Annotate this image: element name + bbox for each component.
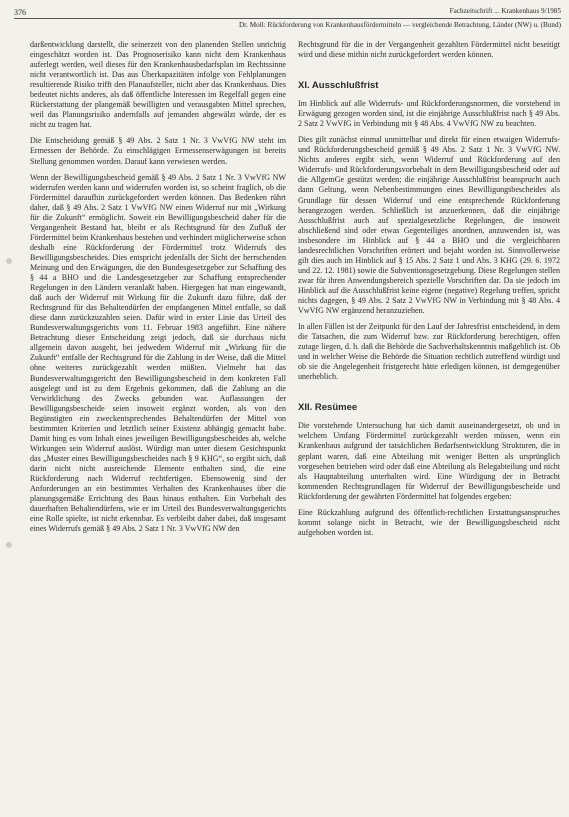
binding-hole-mark xyxy=(6,542,12,548)
left-column xyxy=(30,40,286,812)
binding-hole-mark xyxy=(6,258,12,264)
paragraph: Die Entscheidung gemäß § 49 Abs. 2 Satz 1 Nr. 3 VwVfG NW steht im Ermessen der Behörde. Zu einschlägigen Ermessenserwägungen ist bereits Stellung genommen worden. Darauf kann verwiesen werden. xyxy=(30,136,286,166)
paragraph: Die vorstehende Untersuchung hat sich damit auseinandergesetzt, ob und in welchem Umfang Fördermittel zurückgezahlt werden müssen, wenn ein Krankenhaus aufgrund der tatsächlichen Bedarfsentwicklung Strukturen, die in geplant waren, daß eine Abteilung mit weniger Betten als ursprünglich vorgesehen betrieben wird oder daß eine Abteilung als Belegabteilung und nicht als Hauptabteilung unterhalten wird. Eine Würdigung der in Betracht kommenden Rechtsgrundlagen für Widerruf der Bewilligungsbescheide und Rückforderung der gewährten Fördermittel hat folgendes ergeben: xyxy=(298,421,560,501)
paragraph: In allen Fällen ist der Zeitpunkt für den Lauf der Jahresfrist entscheidend, in dem die Tatsachen, die zum Widerruf bzw. zur Rückforderung berechtigen, offen zutage liegen, d. h. daß die Behörde die Sachverhaltskenntnis maßgeblich ist. Ob und in welcher Weise die Behörde die Situation rechtlich zutreffend würdigt und ob sie die Angelegenheit fristgerecht hätte erledigen können, ist demgegenüber unerheblich. xyxy=(298,322,560,382)
paragraph: Im Hinblick auf alle Widerrufs- und Rückforderungsnormen, die vorstehend in Erwägung gezogen worden sind, ist die einjährige Ausschlußfrist nach § 49 Abs. 2 Satz 2 VwVfG in Verbindung mit § 48 Abs. 4 VwVfG NW zu beachten. xyxy=(298,99,560,129)
page-header xyxy=(14,6,561,36)
paragraph: Eine Rückzahlung aufgrund des öffentlich-rechtlichen Erstattungsanspruches kommt solange nicht in Betracht, wie der Bewilligungsbescheid nicht aufgehoben worden ist. xyxy=(298,507,560,537)
header-rule xyxy=(14,18,561,19)
section-heading-xi: XI. Ausschlußfrist xyxy=(298,80,379,92)
paragraph: Wenn der Bewilligungsbescheid gemäß § 49 Abs. 2 Satz 1 Nr. 3 VwVfG NW widerrufen werden kann und widerrufen worden ist, so scheint fraglich, ob die Fördermittel daraufhin zurückgefordert werden können. Das Bedenken rührt daher, daß § 49 Abs. 2 Satz 1 VwVfG NW einen Widerruf nur mit „Wirkung für die Zukunft“ ermöglicht. Soweit ein Bewilligungsbescheid daher für die Vergangenheit Bestand hat, bleibt er als Rechtsgrund für den Zufluß der Fördermittel beim Krankenhaus bestehen und verhindert möglicherweise schon deshalb eine Rückforderung der Fördermittel trotz Widerrufs des Bewilligungsbescheides. Dies entspricht jedenfalls der Sicht der herrschenden Meinung und den Erwägungen, die den Bundesgesetzgeber zur Schaffung des § 44 a BHO und die Landesgesetzgeber zur Schaffung entsprechender Regelungen in den Ländern veranlaßt haben. Hiergegen hat man eingewandt, daß auch der Widerruf mit Wirkung für die Zukunft dazu führe, daß der Rechtsgrund für das Behaltendürfen der empfangenen Mittel entfalle, so daß diese dann zurückzuzahlen seien. Dafür wird in erster Linie das Urteil des Bundesverwaltungsgerichts vom 11. Februar 1983 angeführt. Eine nähere Betrachtung dieser Entscheidung zeigt jedoch, daß sie durchaus nicht allgemein davon ausgeht, bei jedwedem Widerruf mit „Wirkung für die Zukunft“ entfalle der Rechtsgrund für die Zahlung in der Weise, daß die Mittel ohne weiteres zurückgezahlt werden müßten. Vielmehr hat das Bundesverwaltungsgericht den Bewilligungsbescheid in dem konkreten Fall ausgelegt und ist zu dem Ergebnis gekommen, daß die Zahlung an die Verwirklichung des Zwecks gebunden war. Auflassungen der Bewilligungsbescheide seien insoweit ergänzt worden, als von den Begünstigten ein zweckentsprechendes Behaltendürfen der Mittel von bestimmten Kriterien und letztlich seiner Existenz abhängig gemacht habe. Damit hing es vom Inhalt eines jeweiligen Bewilligungsbescheides ab, welche Wirkungen sein Widerruf auslöst. Würdigt man unter diesem Gesichtspunkt das „Muster eines Bewilligungsbescheides nach § 9 KHG“, so ergibt sich, daß darin nicht nicht ausreichende Elemente enthalten sind, die eine Rückforderung nach Widerruf rechtfertigen. Ebensowenig sind der Anforderungen an ein bestimmtes Verhalten des Krankenhauses über die planungsgemäße Errichtung des Baus hinaus enthalten. Ein Vorbehalt des dauerhaften Behaltendürfens, wie er im Urteil des Bundesverwaltungsgerichts eine Rolle spielte, ist nicht erkennbar. Es verbleibt daher dabei, daß insgesamt eines Widerrufs gemäß § 49 Abs. 2 Satz 1 Nr. 3 VwVfG NW den xyxy=(30,172,286,534)
paragraph: Dies gilt zunächst einmal unmittelbar und direkt für einen etwaigen Widerrufs- und Rückforderungsbescheid gemäß § 49 Abs. 2 Satz 1 Nr. 3 VwVfG NW. Nichts anderes ergibt sich, wenn Widerruf und Rückforderung auf den Widerrufs- und Rückforderungsvorbehalt in dem Bewilligungsbescheid oder auf die AllgemGe gestützt werden; die einjährige Ausschlußfrist beansprucht auch dann Geltung, wenn Nebenbestimmungen eines Bewilligungsbescheides als Grundlage für dessen Widerruf und eine entsprechende Rückforderung herangezogen werden. Schließlich ist anzuerkennen, daß die einjährige Ausschlußfrist auch auf spezialgesetzliche Regelungen, die insoweit abschließend sind oder etwas Gegenteiliges anordnen, anzuwenden ist, was insbesondere im Hinblick auf § 44 a BHO und die vergleichbaren landesrechtlichen Vorschriften erörtert und bejaht worden ist. Sinnvollerweise gilt dies auch im Hinblick auf § 15 Abs. 2 Satz 1 und Abs. 3 KHG (29. 6. 1972 und 22. 12. 1981) sowie die Subventionsgesetzgebung. Diese Regelungen stellen zwar für ihren Anwendungsbereich spezielle Vorschriften dar. Da sie jedoch im Hinblick auf die Ausschlußfrist keine eigene (negative) Regelung treffen, spricht nichts dagegen, § 49 Abs. 2 Satz 2 VwVfG NW in Verbindung mit § 48 Abs. 4 VwVfG NW ergänzend heranzuziehen. xyxy=(298,135,560,316)
paragraph: darßentwicklung darstellt, die seinerzeit von den planenden Stellen unrichtig eingeschätzt worden ist. Das Prognoserisiko kann nicht dem Krankenhaus auferlegt werden, weil dieses für den Krankenhausbedarfsplan im Rechtssinne nicht verantwortlich ist. Das aus Überkapazitäten infolge von Fehlplanungen resultierende Risiko trifft den Planaufsteller, nicht aber das Krankenhaus. Dies bedeutet nichts anderes, als daß öffentliche Interessen im Regelfall gegen eine Rückerstattung der plangemäß bewilligten und verausgabten Mittel sprechen, weil das Planungsrisiko andernfalls auf jemanden abgewälzt würde, der es nicht zu tragen hat. xyxy=(30,40,286,130)
section-heading-xii: XII. Resümee xyxy=(298,402,358,414)
right-column xyxy=(298,40,560,812)
journal-title: Fachzeitschrift ... Krankenhaus 9/1985 xyxy=(449,7,561,15)
article-title: Dr. Moll: Rückforderung von Krankenhausfördermitteln — vergleichende Betrachtung, Länder (NW) u. (Bund) xyxy=(238,21,561,29)
page-number: 376 xyxy=(14,8,26,17)
paragraph: Rechtsgrund für die in der Vergangenheit gezahlten Fördermittel nicht beseitigt wird und diese mithin nicht zurückgefordert werden können. xyxy=(298,40,560,60)
